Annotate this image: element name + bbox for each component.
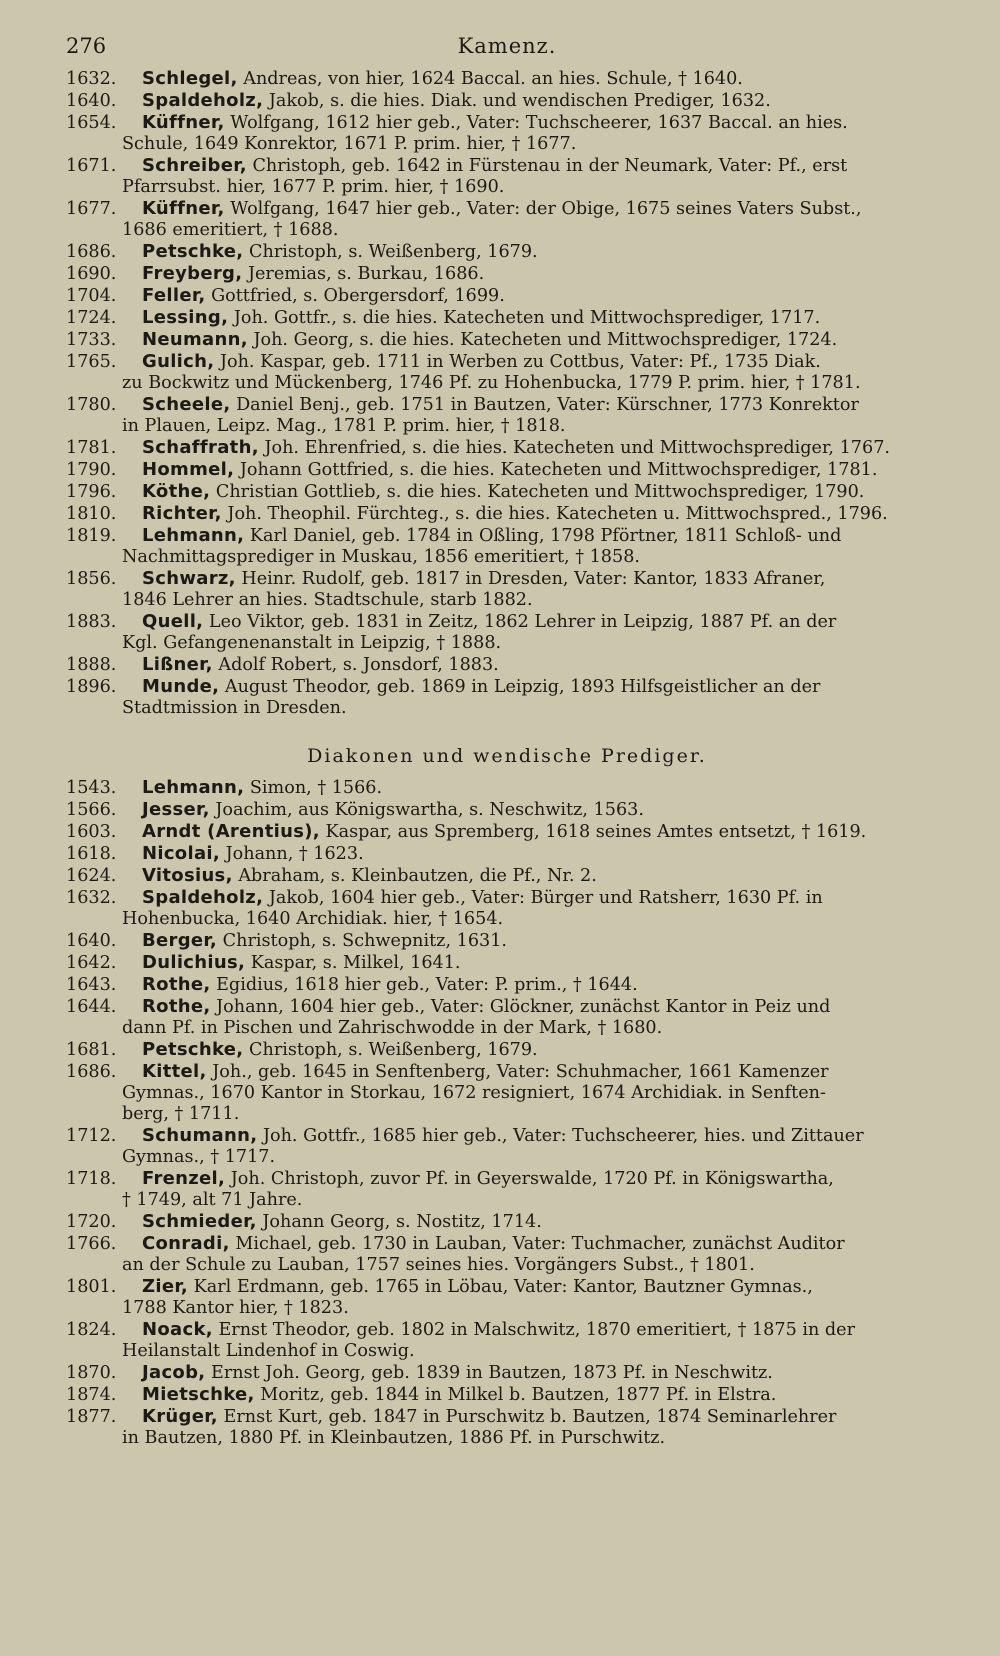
entry-continuation: berg, † 1711. (122, 1104, 240, 1124)
page-header (66, 30, 948, 68)
entry-continuation: Pfarrsubst. hier, 1677 P. prim. hier, † 1690. (122, 177, 505, 197)
entry-name: Küffner, (142, 198, 225, 219)
entry-text: Joh. Georg, s. die hies. Katecheten und Mittwochsprediger, 1724. (253, 330, 838, 350)
entry-name: Lehmann, (142, 525, 245, 546)
entry-first-line (66, 974, 948, 996)
entry-first-line (66, 1406, 948, 1428)
entry-name: Feller, (142, 285, 206, 306)
entry-name: Gulich, (142, 351, 215, 372)
entry-year: 1618. (66, 844, 117, 864)
entry-first-line (66, 952, 948, 974)
entry-first-line (66, 777, 948, 799)
entry-text: Joh. Ehrenfried, s. die hies. Katecheten und Mittwochsprediger, 1767. (264, 438, 890, 458)
entry-year: 1603. (66, 822, 117, 842)
entry-text: Christoph, geb. 1642 in Fürstenau in der Neumark, Vater: Pf., erst (252, 156, 848, 176)
list-item (66, 525, 948, 568)
list-item (66, 930, 948, 952)
entry-name: Köthe, (142, 481, 211, 502)
entry-name: Munde, (142, 676, 220, 697)
entry-first-line (66, 351, 948, 373)
entry-year: 1566. (66, 800, 117, 820)
list-item (66, 843, 948, 865)
list-item (66, 865, 948, 887)
entry-first-line (66, 1362, 948, 1384)
entry-continuation: an der Schule zu Lauban, 1757 seines hies. Vorgängers Subst., † 1801. (122, 1255, 755, 1275)
entry-year: 1704. (66, 286, 117, 306)
entry-first-line (66, 459, 948, 481)
entry-text: Johann, † 1623. (225, 844, 364, 864)
entry-first-line (66, 112, 948, 134)
entry-first-line (66, 241, 948, 263)
entry-year: 1824. (66, 1320, 117, 1340)
list-item (66, 1211, 948, 1233)
list-item (66, 1276, 948, 1319)
entry-year: 1640. (66, 91, 117, 111)
entry-name: Küffner, (142, 112, 225, 133)
entry-first-line (66, 68, 948, 90)
entry-name: Schwarz, (142, 568, 236, 589)
entry-name: Spaldeholz, (142, 90, 264, 111)
entry-text: Johann Gottfried, s. die hies. Katecheten und Mittwochsprediger, 1781. (239, 460, 878, 480)
entry-name: Nicolai, (142, 843, 220, 864)
entry-name: Petschke, (142, 1039, 244, 1060)
entry-continuation: dann Pf. in Pischen und Zahrischwodde in der Mark, † 1680. (122, 1018, 663, 1038)
entry-year: 1877. (66, 1407, 117, 1427)
entry-year: 1720. (66, 1212, 117, 1232)
entry-first-line (66, 821, 948, 843)
entry-first-line (66, 503, 948, 525)
entry-year: 1671. (66, 156, 117, 176)
entry-name: Lehmann, (142, 777, 245, 798)
entry-continuation: Nachmittagsprediger in Muskau, 1856 emeritiert, † 1858. (122, 547, 640, 567)
entry-first-line (66, 611, 948, 633)
list-item (66, 503, 948, 525)
list-item (66, 329, 948, 351)
entry-text: Joh. Gottfr., 1685 hier geb., Vater: Tuchscheerer, hies. und Zittauer (262, 1126, 864, 1146)
entry-year: 1888. (66, 655, 117, 675)
entry-first-line (66, 654, 948, 676)
entry-text: Joh. Christoph, zuvor Pf. in Geyerswalde, 1720 Pf. in Königswartha, (230, 1169, 834, 1189)
entry-text: Ernst Joh. Georg, geb. 1839 in Bautzen, 1873 Pf. in Neschwitz. (211, 1363, 773, 1383)
entry-text: Simon, † 1566. (249, 778, 383, 798)
entry-continuation: † 1749, alt 71 Jahre. (122, 1190, 303, 1210)
entry-text: Wolfgang, 1647 hier geb., Vater: der Obige, 1675 seines Vaters Subst., (230, 199, 862, 219)
list-item (66, 654, 948, 676)
entry-text: Johann Georg, s. Nostitz, 1714. (262, 1212, 542, 1232)
list-item (66, 996, 948, 1039)
entry-first-line (66, 285, 948, 307)
entry-first-line (66, 1125, 948, 1147)
entry-name: Dulichius, (142, 952, 246, 973)
entry-name: Mietschke, (142, 1384, 255, 1405)
entry-name: Rothe, (142, 974, 211, 995)
page-number: 276 (66, 34, 107, 58)
entry-text: August Theodor, geb. 1869 in Leipzig, 1893 Hilfsgeistlicher an der (224, 677, 821, 697)
deacons-list (66, 777, 948, 1449)
entry-year: 1870. (66, 1363, 117, 1383)
list-item (66, 1384, 948, 1406)
list-item (66, 1406, 948, 1449)
entry-first-line (66, 1319, 948, 1341)
entry-name: Jacob, (142, 1362, 206, 1383)
entry-first-line (66, 155, 948, 177)
entry-year: 1801. (66, 1277, 117, 1297)
entry-text: Jakob, s. die hies. Diak. und wendischen Prediger, 1632. (268, 91, 771, 111)
entry-first-line (66, 1061, 948, 1083)
entry-text: Christoph, s. Schwepnitz, 1631. (222, 931, 508, 951)
entry-name: Lessing, (142, 307, 229, 328)
list-item (66, 241, 948, 263)
entry-continuation: in Bautzen, 1880 Pf. in Kleinbautzen, 1886 Pf. in Purschwitz. (122, 1428, 666, 1448)
entry-name: Frenzel, (142, 1168, 226, 1189)
entry-first-line (66, 1168, 948, 1190)
entry-first-line (66, 568, 948, 590)
entry-continuation: 1686 emeritiert, † 1688. (122, 220, 339, 240)
entry-first-line (66, 263, 948, 285)
entry-first-line (66, 437, 948, 459)
pastors-list (66, 68, 948, 719)
entry-year: 1781. (66, 438, 117, 458)
entry-first-line (66, 843, 948, 865)
entry-name: Schmieder, (142, 1211, 257, 1232)
entry-name: Neumann, (142, 329, 248, 350)
list-item (66, 887, 948, 930)
entry-continuation: Kgl. Gefangenenanstalt in Leipzig, † 1888. (122, 633, 502, 653)
entry-text: Karl Erdmann, geb. 1765 in Löbau, Vater: Kantor, Bautzner Gymnas., (193, 1277, 813, 1297)
entry-year: 1724. (66, 308, 117, 328)
entry-first-line (66, 799, 948, 821)
entry-year: 1874. (66, 1385, 117, 1405)
entry-name: Schlegel, (142, 68, 238, 89)
entry-first-line (66, 865, 948, 887)
list-item (66, 285, 948, 307)
entry-year: 1819. (66, 526, 117, 546)
entry-year: 1644. (66, 997, 117, 1017)
entry-text: Christoph, s. Weißenberg, 1679. (249, 1040, 538, 1060)
entry-year: 1686. (66, 1062, 117, 1082)
list-item (66, 1061, 948, 1125)
entry-year: 1856. (66, 569, 117, 589)
entry-text: Michael, geb. 1730 in Lauban, Vater: Tuchmacher, zunächst Auditor (235, 1234, 845, 1254)
entry-year: 1632. (66, 69, 117, 89)
entry-year: 1677. (66, 199, 117, 219)
entry-text: Abraham, s. Kleinbautzen, die Pf., Nr. 2. (238, 866, 597, 886)
section-title: Diakonen und wendische Prediger. (307, 745, 707, 767)
entry-first-line (66, 525, 948, 547)
list-item (66, 198, 948, 241)
entry-text: Karl Daniel, geb. 1784 in Oßling, 1798 Pförtner, 1811 Schloß- und (249, 526, 842, 546)
entry-name: Schreiber, (142, 155, 247, 176)
entry-continuation: Gymnas., 1670 Kantor in Storkau, 1672 resigniert, 1674 Archidiak. in Senften- (122, 1083, 826, 1103)
entry-name: Scheele, (142, 394, 231, 415)
entry-text: Johann, 1604 hier geb., Vater: Glöckner, zunächst Kantor in Peiz und (216, 997, 831, 1017)
entry-name: Zier, (142, 1276, 188, 1297)
entry-text: Christian Gottlieb, s. die hies. Katecheten und Mittwochsprediger, 1790. (215, 482, 865, 502)
entry-year: 1765. (66, 352, 117, 372)
entry-name: Freyberg, (142, 263, 243, 284)
entry-text: Joh., geb. 1645 in Senftenberg, Vater: Schuhmacher, 1661 Kamenzer (212, 1062, 829, 1082)
list-item (66, 1039, 948, 1061)
list-item (66, 799, 948, 821)
entry-text: Ernst Theodor, geb. 1802 in Malschwitz, 1870 emeritiert, † 1875 in der (218, 1320, 855, 1340)
entry-text: Joachim, aus Königswartha, s. Neschwitz, 1563. (215, 800, 644, 820)
entry-first-line (66, 1384, 948, 1406)
entry-name: Jesser, (142, 799, 210, 820)
entry-text: Heinr. Rudolf, geb. 1817 in Dresden, Vater: Kantor, 1833 Afraner, (241, 569, 826, 589)
entry-text: Wolfgang, 1612 hier geb., Vater: Tuchscheerer, 1637 Baccal. an hies. (230, 113, 848, 133)
list-item (66, 459, 948, 481)
list-item (66, 263, 948, 285)
entry-first-line (66, 996, 948, 1018)
entry-name: Conradi, (142, 1233, 230, 1254)
entry-first-line (66, 887, 948, 909)
list-item (66, 90, 948, 112)
entry-year: 1654. (66, 113, 117, 133)
entry-year: 1690. (66, 264, 117, 284)
list-item (66, 952, 948, 974)
entry-year: 1681. (66, 1040, 117, 1060)
entry-name: Berger, (142, 930, 218, 951)
entry-continuation: zu Bockwitz und Mückenberg, 1746 Pf. zu Hohenbucka, 1779 P. prim. hier, † 1781. (122, 373, 861, 393)
entry-name: Schaffrath, (142, 437, 259, 458)
entry-year: 1766. (66, 1234, 117, 1254)
entry-text: Ernst Kurt, geb. 1847 in Purschwitz b. Bautzen, 1874 Seminarlehrer (223, 1407, 837, 1427)
entry-text: Kaspar, aus Spremberg, 1618 seines Amtes entsetzt, † 1619. (325, 822, 867, 842)
entry-year: 1718. (66, 1169, 117, 1189)
entry-first-line (66, 1276, 948, 1298)
list-item (66, 1319, 948, 1362)
entry-continuation: Stadtmission in Dresden. (122, 698, 347, 718)
entry-text: Moritz, geb. 1844 in Milkel b. Bautzen, 1877 Pf. in Elstra. (260, 1385, 777, 1405)
entry-text: Kaspar, s. Milkel, 1641. (250, 953, 461, 973)
entry-name: Arndt (Arentius), (142, 821, 320, 842)
entry-text: Leo Viktor, geb. 1831 in Zeitz, 1862 Lehrer in Leipzig, 1887 Pf. an der (208, 612, 837, 632)
entry-first-line (66, 481, 948, 503)
entry-first-line (66, 930, 948, 952)
entry-first-line (66, 329, 948, 351)
entry-name: Krüger, (142, 1406, 218, 1427)
list-item (66, 112, 948, 155)
entry-name: Rothe, (142, 996, 211, 1017)
running-head: Kamenz. (457, 34, 557, 58)
entry-text: Adolf Robert, s. Jonsdorf, 1883. (218, 655, 499, 675)
list-item (66, 437, 948, 459)
entry-first-line (66, 90, 948, 112)
entry-continuation: in Plauen, Leipz. Mag., 1781 P. prim. hier, † 1818. (122, 416, 566, 436)
entry-first-line (66, 1039, 948, 1061)
list-item (66, 1233, 948, 1276)
entry-year: 1632. (66, 888, 117, 908)
entry-year: 1790. (66, 460, 117, 480)
entry-continuation: Gymnas., † 1717. (122, 1147, 276, 1167)
entry-year: 1686. (66, 242, 117, 262)
entry-name: Richter, (142, 503, 222, 524)
list-item (66, 1168, 948, 1211)
list-item (66, 481, 948, 503)
entry-name: Schumann, (142, 1125, 258, 1146)
entry-first-line (66, 307, 948, 329)
entry-first-line (66, 198, 948, 220)
entry-continuation: Schule, 1649 Konrektor, 1671 P. prim. hier, † 1677. (122, 134, 577, 154)
entry-name: Kittel, (142, 1061, 207, 1082)
list-item (66, 307, 948, 329)
entry-name: Spaldeholz, (142, 887, 264, 908)
entry-year: 1810. (66, 504, 117, 524)
entry-continuation: 1788 Kantor hier, † 1823. (122, 1298, 349, 1318)
entry-first-line (66, 1211, 948, 1233)
entry-continuation: Heilanstalt Lindenhof in Coswig. (122, 1341, 415, 1361)
list-item (66, 1125, 948, 1168)
entry-text: Jakob, 1604 hier geb., Vater: Bürger und Ratsherr, 1630 Pf. in (268, 888, 823, 908)
entry-text: Joh. Kaspar, geb. 1711 in Werben zu Cottbus, Vater: Pf., 1735 Diak. (219, 352, 821, 372)
entry-year: 1543. (66, 778, 117, 798)
list-item (66, 568, 948, 611)
list-item (66, 68, 948, 90)
entry-continuation: Hohenbucka, 1640 Archidiak. hier, † 1654. (122, 909, 504, 929)
list-item (66, 394, 948, 437)
entry-text: Egidius, 1618 hier geb., Vater: P. prim., † 1644. (216, 975, 638, 995)
list-item (66, 611, 948, 654)
entry-name: Quell, (142, 611, 204, 632)
entry-year: 1642. (66, 953, 117, 973)
entry-text: Daniel Benj., geb. 1751 in Bautzen, Vater: Kürschner, 1773 Konrektor (236, 395, 859, 415)
list-item (66, 676, 948, 719)
entry-text: Andreas, von hier, 1624 Baccal. an hies. Schule, † 1640. (243, 69, 743, 89)
entry-first-line (66, 394, 948, 416)
entry-year: 1712. (66, 1126, 117, 1146)
list-item (66, 777, 948, 799)
entry-year: 1796. (66, 482, 117, 502)
entry-year: 1883. (66, 612, 117, 632)
entry-first-line (66, 1233, 948, 1255)
entry-text: Joh. Theophil. Fürchteg., s. die hies. Katecheten u. Mittwochspred., 1796. (227, 504, 888, 524)
list-item (66, 155, 948, 198)
entry-year: 1643. (66, 975, 117, 995)
list-item (66, 351, 948, 394)
entry-year: 1733. (66, 330, 117, 350)
entry-name: Petschke, (142, 241, 244, 262)
entry-year: 1624. (66, 866, 117, 886)
entry-year: 1780. (66, 395, 117, 415)
entry-name: Hommel, (142, 459, 235, 480)
list-item (66, 974, 948, 996)
entry-continuation: 1846 Lehrer an hies. Stadtschule, starb 1882. (122, 590, 533, 610)
entry-text: Christoph, s. Weißenberg, 1679. (249, 242, 538, 262)
entry-text: Gottfried, s. Obergersdorf, 1699. (211, 286, 505, 306)
list-item (66, 821, 948, 843)
entry-year: 1640. (66, 931, 117, 951)
entry-first-line (66, 676, 948, 698)
entry-name: Lißner, (142, 654, 213, 675)
entry-text: Joh. Gottfr., s. die hies. Katecheten und Mittwochsprediger, 1717. (233, 308, 821, 328)
list-item (66, 1362, 948, 1384)
entry-text: Jeremias, s. Burkau, 1686. (247, 264, 485, 284)
entry-name: Vitosius, (142, 865, 233, 886)
entry-year: 1896. (66, 677, 117, 697)
entry-name: Noack, (142, 1319, 213, 1340)
